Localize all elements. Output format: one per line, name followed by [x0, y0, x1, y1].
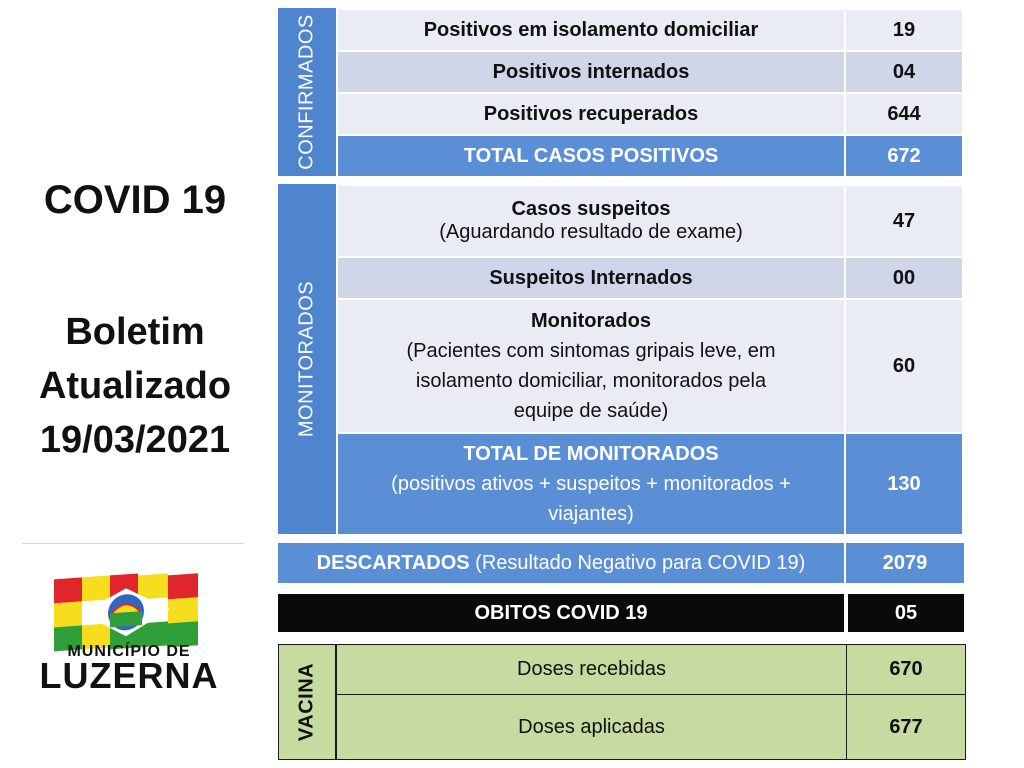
obitos-row	[278, 594, 966, 632]
descartados-value: 2079	[844, 543, 964, 583]
descartados-label	[278, 543, 844, 583]
bulletin-line-1: Boletim	[65, 311, 205, 353]
obitos-label: OBITOS COVID 19	[278, 594, 844, 632]
total-positivos-value: 672	[844, 134, 962, 176]
table-row-value: 677	[846, 694, 966, 760]
descartados-row	[278, 543, 966, 583]
table-row-label: Doses aplicadas	[336, 694, 846, 760]
table-row-value: 19	[844, 8, 962, 50]
table-row-label: Positivos internados	[336, 50, 844, 92]
total-monitorados-desc-1: (positivos ativos + suspeitos + monitorados +	[391, 473, 791, 495]
vacina-table	[278, 644, 966, 760]
vacina-side-label	[278, 644, 336, 760]
confirmados-side-label	[278, 8, 336, 176]
left-panel	[0, 0, 270, 768]
table-row-label: Positivos recuperados	[336, 92, 844, 134]
monitorados-label-text: MONITORADOS	[295, 280, 318, 438]
descartados-label-bold: DESCARTADOS	[316, 551, 470, 574]
table-row-value: 04	[844, 50, 962, 92]
confirmados-table	[278, 8, 962, 176]
monitorados-table	[278, 184, 962, 534]
vacina-label-text: VACINA	[295, 662, 318, 742]
monitorados-cell	[336, 298, 844, 432]
monitorados-title: Monitorados	[531, 310, 651, 332]
monitorados-desc-3: equipe de saúde)	[513, 400, 669, 422]
table-row-value: 670	[846, 644, 966, 694]
casos-suspeitos-value: 47	[844, 184, 962, 256]
casos-suspeitos-title: Casos suspeitos	[511, 198, 671, 220]
bulletin-heading	[0, 305, 270, 467]
total-monitorados-value: 130	[844, 432, 962, 534]
divider	[22, 543, 244, 544]
monitorados-desc-1: (Pacientes com sintomas gripais leve, em	[406, 340, 776, 362]
total-monitorados-cell	[336, 432, 844, 534]
logo-luzerna-text: LUZERNA	[39, 655, 219, 696]
bulletin-line-2: Atualizado	[38, 365, 232, 407]
bulletin-date: 19/03/2021	[39, 419, 231, 461]
casos-suspeitos-cell	[336, 184, 844, 256]
suspeitos-internados-value: 00	[844, 256, 962, 298]
total-monitorados-desc-2: viajantes)	[548, 503, 634, 525]
monitorados-value: 60	[844, 298, 962, 432]
logo-municipio-text: MUNICÍPIO DE	[67, 643, 191, 660]
casos-suspeitos-desc: (Aguardando resultado de exame)	[439, 221, 743, 243]
monitorados-desc-2: isolamento domiciliar, monitorados pela	[415, 370, 767, 392]
descartados-label-rest: (Resultado Negativo para COVID 19)	[469, 551, 806, 574]
total-positivos-label: TOTAL CASOS POSITIVOS	[336, 134, 844, 176]
confirmados-label-text: CONFIRMADOS	[295, 14, 318, 170]
total-monitorados-title: TOTAL DE MONITORADOS	[463, 443, 719, 465]
monitorados-side-label	[278, 184, 336, 534]
table-row-value: 644	[844, 92, 962, 134]
page-title: COVID 19	[43, 178, 227, 222]
table-row-label: Positivos em isolamento domiciliar	[336, 8, 844, 50]
obitos-value: 05	[846, 594, 964, 632]
suspeitos-internados-label: Suspeitos Internados	[336, 256, 844, 298]
table-row-label: Doses recebidas	[336, 644, 846, 694]
